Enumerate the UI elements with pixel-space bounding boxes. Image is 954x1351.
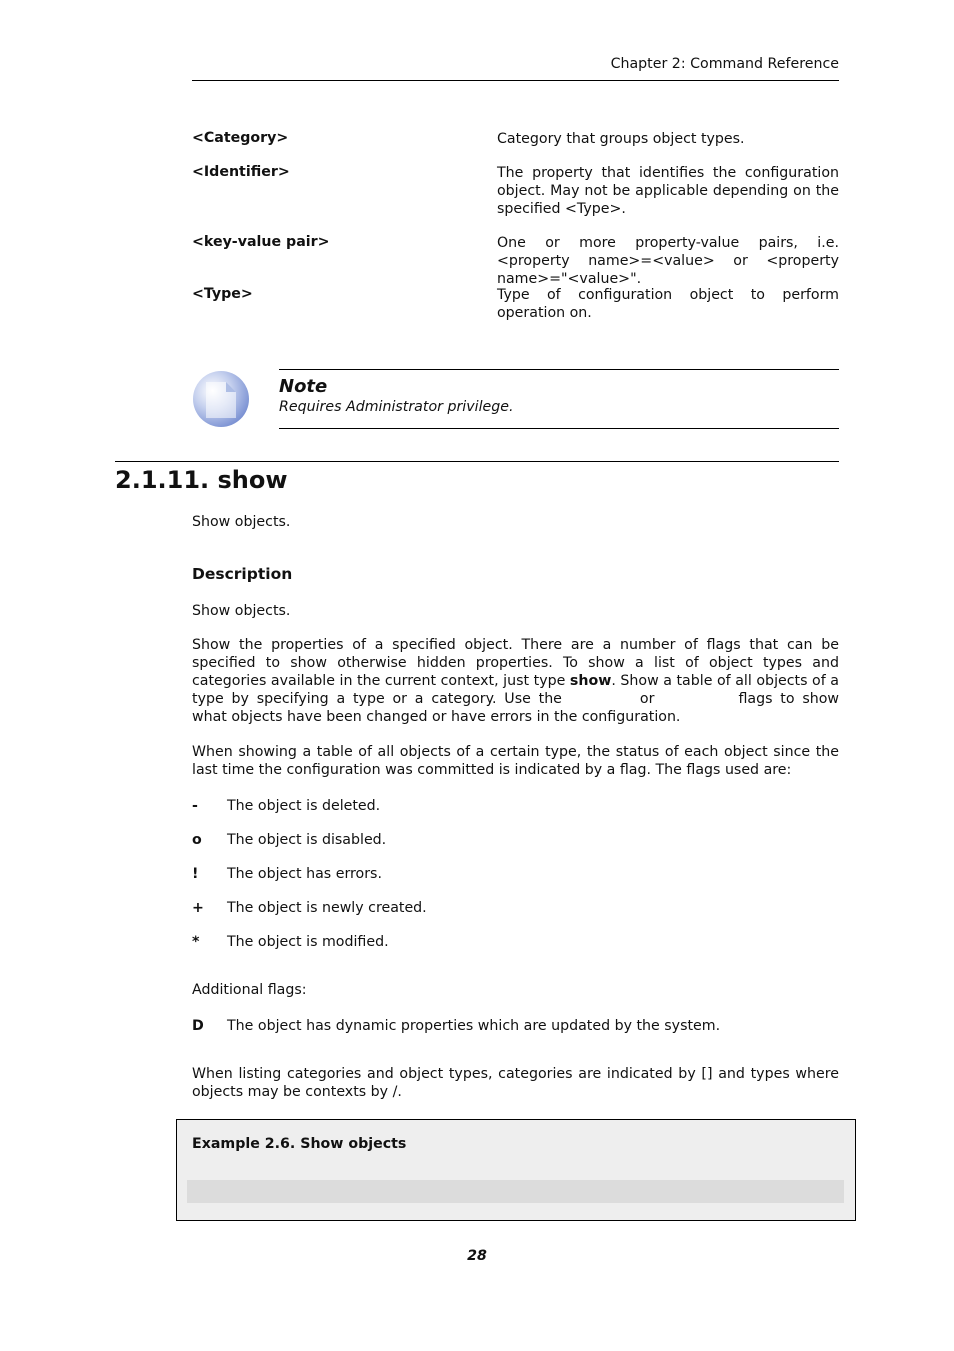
param-desc-type: Type of configuration object to perform operation on. [497, 287, 839, 321]
param-term-key-value-pair: <key-value pair> [192, 234, 330, 250]
example-code-block [187, 1180, 844, 1203]
note-rule-top [279, 369, 839, 370]
header-rule [192, 80, 839, 81]
flag-symbol: ! [192, 866, 199, 882]
flag-symbol: + [192, 900, 204, 916]
flag-description: The object is modified. [227, 934, 389, 950]
section-rule [115, 461, 839, 462]
description-p2 [192, 636, 839, 726]
description-p2-or: or [639, 691, 655, 707]
running-header: Chapter 2: Command Reference [610, 56, 839, 72]
additional-flags-label: Additional flags: [192, 982, 307, 998]
description-heading: Description [192, 565, 293, 583]
example-box [176, 1119, 856, 1221]
param-desc-category: Category that groups object types. [497, 131, 745, 147]
description-p2-text-c: flags to show what objects have been changed or have errors in the configuration. [192, 691, 839, 725]
section-title: 2.1.11. show [115, 466, 288, 494]
show-command: show [569, 673, 612, 689]
note-text: Requires Administrator privilege. [279, 399, 514, 415]
flag-symbol: * [192, 934, 200, 950]
additional-flag-description: The object has dynamic properties which are updated by the system. [227, 1018, 721, 1034]
note-rule-bottom [279, 428, 839, 429]
param-desc-key-value-pair: One or more property-value pairs, i.e. <property name>=<value> or <property name>="<value>". [497, 235, 839, 287]
note-title: Note [279, 376, 328, 397]
section-summary: Show objects. [192, 514, 291, 530]
listing-note: When listing categories and object types, categories are indicated by [] and types where objects may be contexts by /. [192, 1066, 839, 1100]
description-p2-text-a: Show the properties of a specified object. There are a number of flags that can be specified to show otherwise hidden properties. To show a list of object types and categories available in the current context, just type [192, 637, 839, 689]
flag-symbol: - [192, 798, 198, 814]
additional-flag-symbol: D [192, 1018, 204, 1034]
flag-description: The object is deleted. [227, 798, 381, 814]
note-icon [192, 370, 250, 428]
flag-symbol: o [192, 832, 202, 848]
page-number: 28 [467, 1248, 487, 1264]
param-desc-identifier: The property that identifies the configuration object. May not be applicable depending on the specified <Type>. [497, 165, 839, 217]
param-term-identifier: <Identifier> [192, 164, 290, 180]
description-p1: Show objects. [192, 603, 291, 619]
example-title: Example 2.6. Show objects [192, 1136, 407, 1152]
flag-description: The object is newly created. [227, 900, 427, 916]
param-term-category: <Category> [192, 130, 289, 146]
flag-description: The object is disabled. [227, 832, 387, 848]
param-term-type: <Type> [192, 286, 253, 302]
description-p2-text-b: . Show a table of all objects of a type by specifying a type or a category. Use the [192, 673, 839, 707]
description-p3: When showing a table of all objects of a certain type, the status of each object since the last time the configuration was committed is indicated by a flag. The flags used are: [192, 744, 839, 778]
flag-description: The object has errors. [227, 866, 382, 882]
